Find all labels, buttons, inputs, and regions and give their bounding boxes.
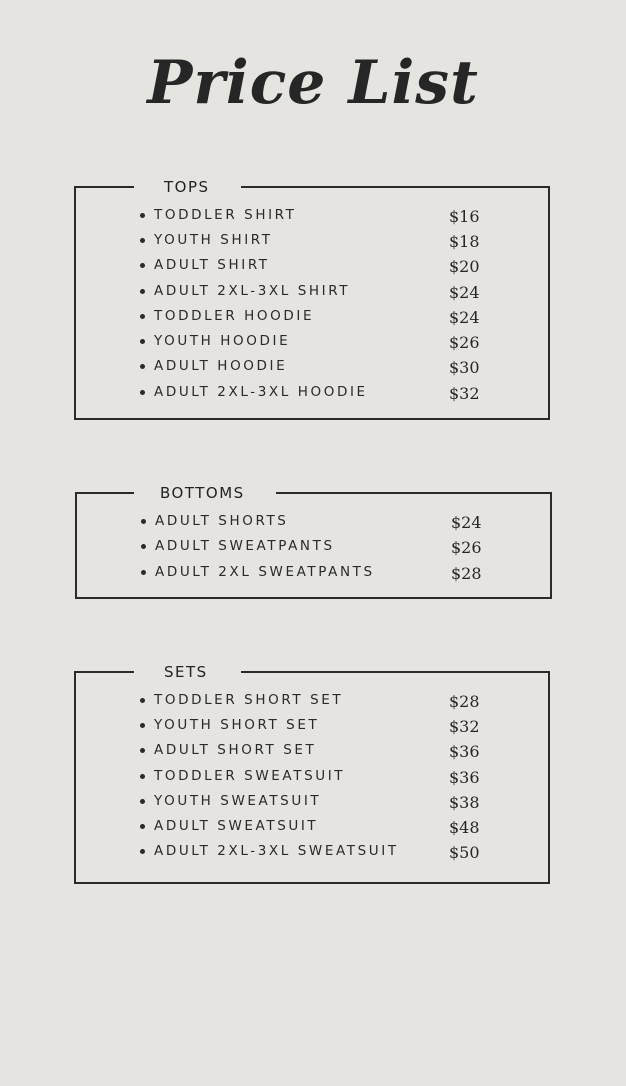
item-name: TODDLER SHIRT [154,207,297,223]
section-heading: BOTTOMS [160,484,245,502]
list-item [140,384,368,400]
list-item [140,257,270,273]
item-name: ADULT 2XL-3XL SWEATSUIT [154,843,399,859]
item-price: $28 [451,564,482,583]
item-name: ADULT SHIRT [154,257,270,273]
frame-top-line-right [276,492,552,494]
item-price: $36 [449,768,480,787]
bullet-icon [140,698,145,703]
section-heading: TOPS [164,178,210,196]
frame-top-line-left [74,671,134,673]
list-item [140,358,287,374]
item-name: ADULT SWEATPANTS [155,538,335,554]
bullet-icon [140,339,145,344]
item-name: ADULT SWEATSUIT [154,818,319,834]
item-price: $32 [449,717,480,736]
section-heading: SETS [164,663,208,681]
item-price: $36 [449,742,480,761]
item-name: YOUTH SHIRT [154,232,273,248]
item-price: $38 [449,793,480,812]
page-title: Price List [147,48,479,118]
bullet-icon [141,570,146,575]
bullet-icon [140,748,145,753]
frame-top-line-right [241,671,550,673]
item-name: TODDLER SHORT SET [154,692,344,708]
bullet-icon [140,364,145,369]
bullet-icon [140,824,145,829]
list-item [140,232,273,248]
bullet-icon [140,263,145,268]
item-price: $48 [449,818,480,837]
item-price: $26 [451,538,482,557]
item-price: $28 [449,692,480,711]
item-name: YOUTH HOODIE [154,333,291,349]
frame-top-line-left [74,186,134,188]
item-price: $24 [451,513,482,532]
item-name: YOUTH SHORT SET [154,717,320,733]
list-item [140,843,399,859]
item-name: TODDLER SWEATSUIT [154,768,346,784]
list-item [140,308,314,324]
item-name: YOUTH SWEATSUIT [154,793,322,809]
item-name: ADULT 2XL SWEATPANTS [155,564,375,580]
item-name: ADULT 2XL-3XL SHIRT [154,283,351,299]
bullet-icon [140,723,145,728]
bullet-icon [140,238,145,243]
list-item [140,717,319,733]
item-price: $30 [449,358,480,377]
frame-top-line-right [241,186,550,188]
bullet-icon [141,544,146,549]
item-price: $24 [449,308,480,327]
list-item [141,564,375,580]
bullet-icon [140,289,145,294]
list-item [140,793,321,809]
list-item [140,283,350,299]
bullet-icon [140,314,145,319]
list-item [140,692,343,708]
list-item [140,333,290,349]
bullet-icon [141,519,146,524]
item-name: ADULT HOODIE [154,358,288,374]
list-item [140,207,297,223]
item-name: ADULT 2XL-3XL HOODIE [154,384,368,400]
bullet-icon [140,774,145,779]
item-price: $18 [449,232,480,251]
item-name: ADULT SHORT SET [154,742,317,758]
item-name: TODDLER HOODIE [154,308,315,324]
list-item [141,538,335,554]
frame-top-line-left [75,492,134,494]
item-price: $32 [449,384,480,403]
item-price: $24 [449,283,480,302]
item-name: ADULT SHORTS [155,513,289,529]
item-price: $20 [449,257,480,276]
item-price: $16 [449,207,480,226]
item-price: $50 [449,843,480,862]
list-item [140,818,318,834]
list-item [140,768,345,784]
item-price: $26 [449,333,480,352]
bullet-icon [140,390,145,395]
bullet-icon [140,213,145,218]
list-item [141,513,288,529]
bullet-icon [140,799,145,804]
bullet-icon [140,849,145,854]
list-item [140,742,316,758]
